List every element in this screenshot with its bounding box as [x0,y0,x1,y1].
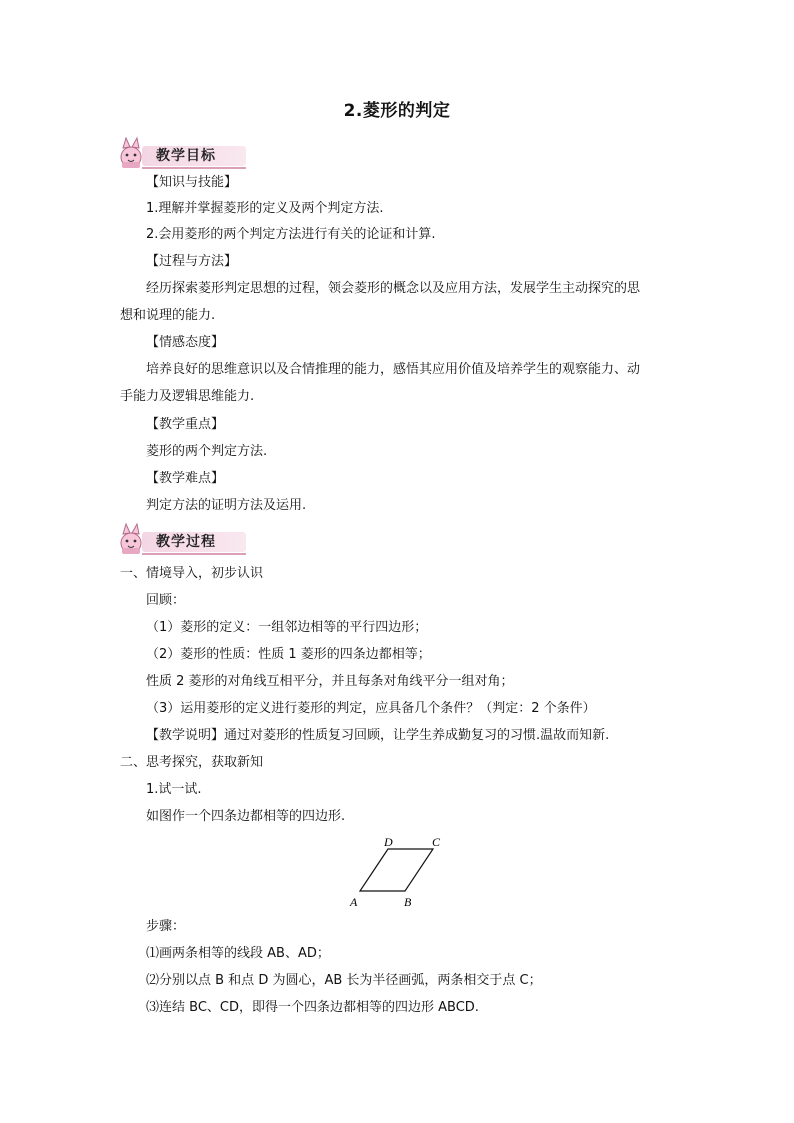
objectives-banner [116,136,246,170]
rhombus-shape [360,849,433,891]
draw-instruction: 如图作一个四条边都相等的四边形. [146,809,346,824]
rhombus-diagram [348,830,448,910]
vertex-label-c: C [432,835,441,849]
banner-bar [142,532,246,552]
knowledge-item-1: 1.理解并掌握菱形的定义及两个判定方法. [146,201,384,216]
review-item-1: （1）菱形的定义：一组邻边相等的平行四边形； [146,620,428,635]
key-point-header: 【教学重点】 [146,417,225,432]
emotion-text-line-2: 手能力及逻辑思维能力. [120,389,255,404]
try-label: 1.试一试. [146,782,202,797]
banner-bar [142,146,246,166]
review-item-2b: 性质 2 菱形的对角线互相平分，并且每条对角线平分一组对角； [146,674,514,689]
emotion-header: 【情感态度】 [146,335,225,350]
process-text-line-2: 想和说理的能力. [120,308,216,323]
review-item-3: （3）运用菱形的定义进行菱形的判定，应具备几个条件？（判定：2 个条件） [146,701,596,716]
process-banner [116,522,246,556]
teaching-note: 【教学说明】通过对菱形的性质复习回顾，让学生养成勤复习的习惯.温故而知新. [146,728,610,743]
steps-header: 步骤： [146,919,186,934]
vertex-label-b: B [404,895,412,909]
review-item-2: （2）菱形的性质：性质 1 菱形的四条边都相等； [146,647,431,662]
step-1: ⑴画两条相等的线段 AB、AD； [146,946,330,961]
vertex-label-d: D [384,835,393,849]
step-3: ⑶连结 BC、CD，即得一个四条边都相等的四边形 ABCD. [146,1000,479,1015]
emotion-text-line-1: 培养良好的思维意识以及合情推理的能力，感悟其应用价值及培养学生的观察能力、动 [146,362,641,377]
process-header: 【过程与方法】 [146,254,238,269]
section-1-heading: 一、情境导入，初步认识 [120,566,264,581]
step-2: ⑵分别以点 B 和点 D 为圆心，AB 长为半径画弧，两条相交于点 C； [146,973,542,988]
knowledge-item-2: 2.会用菱形的两个判定方法进行有关的论证和计算. [146,227,436,242]
section-2-heading: 二、思考探究，获取新知 [120,755,264,770]
banner-label: 教学目标 [156,148,216,164]
knowledge-header: 【知识与技能】 [146,175,238,190]
vertex-label-a: A [350,895,358,909]
banner-label: 教学过程 [156,534,216,550]
page-title: 2.菱形的判定 [343,101,451,121]
process-text-line-1: 经历探索菱形判定思想的过程，领会菱形的概念以及应用方法，发展学生主动探究的思 [146,281,641,296]
difficulty-header: 【教学难点】 [146,471,225,486]
difficulty-text: 判定方法的证明方法及运用. [146,498,307,513]
fox-mascot-icon [116,522,150,556]
key-point-text: 菱形的两个判定方法. [146,444,268,459]
review-label: 回顾： [146,593,186,608]
fox-mascot-icon [116,136,150,170]
